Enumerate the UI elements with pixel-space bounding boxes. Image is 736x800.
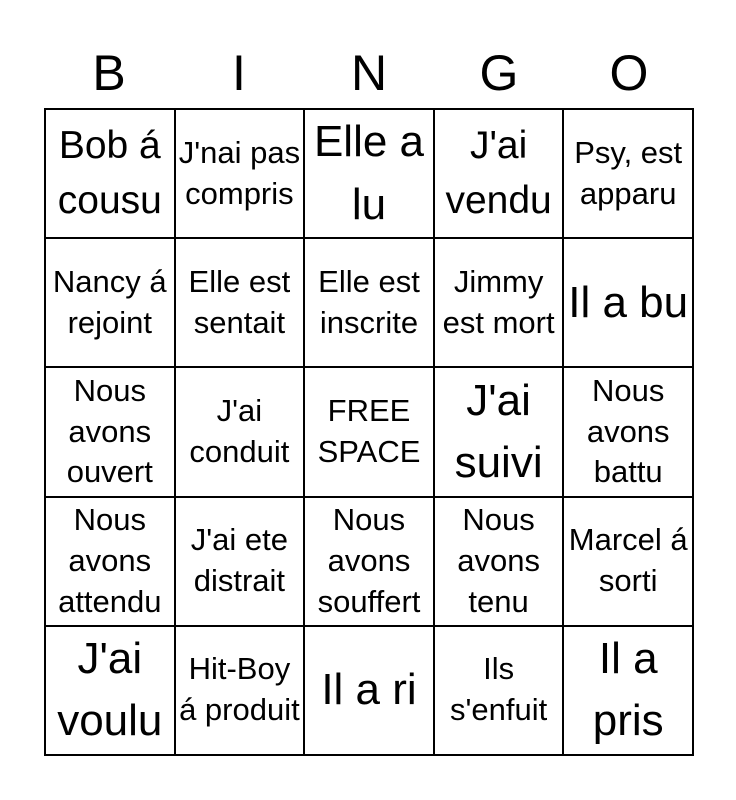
cell-text: Nous avons battu [586, 372, 670, 490]
cell-text: Jimmy est mort [442, 263, 555, 340]
bingo-cell[interactable] [564, 239, 694, 368]
header-letter-o: O [609, 45, 649, 101]
cell-text: J'ai suivi [454, 375, 543, 487]
cell-text: J'ai voulu [57, 633, 163, 746]
bingo-cell[interactable] [435, 110, 565, 239]
bingo-cell[interactable] [305, 498, 435, 627]
cell-text: Elle a lu [313, 117, 425, 229]
bingo-cell[interactable] [176, 368, 306, 497]
cell-text: Il a pris [592, 633, 664, 746]
bingo-cell[interactable] [564, 368, 694, 497]
bingo-cell[interactable] [435, 627, 565, 756]
bingo-cell[interactable] [46, 498, 176, 627]
cell-text: J'ai ete distrait [190, 522, 289, 599]
bingo-cell[interactable] [305, 239, 435, 368]
bingo-cell[interactable] [435, 368, 565, 497]
cell-text: Elle est sentait [188, 263, 291, 340]
bingo-cell[interactable] [176, 498, 306, 627]
bingo-cell[interactable] [46, 627, 176, 756]
bingo-cell[interactable] [564, 627, 694, 756]
bingo-cell[interactable] [564, 498, 694, 627]
cell-text: Marcel á sorti [568, 522, 688, 599]
bingo-cell[interactable] [435, 239, 565, 368]
cell-text: J'ai vendu [445, 124, 552, 222]
cell-text: Il a bu [568, 277, 689, 327]
cell-text: Elle est inscrite [318, 263, 420, 340]
cell-text: FREE SPACE [317, 393, 421, 469]
bingo-cell[interactable] [176, 110, 306, 239]
cell-text: Nous avons tenu [457, 501, 540, 619]
bingo-cell[interactable] [305, 110, 435, 239]
cell-text: Hit-Boy á produit [179, 651, 300, 728]
bingo-cell[interactable] [435, 498, 565, 627]
header-letter-n: N [350, 45, 388, 101]
cell-text: Il a ri [321, 665, 417, 715]
header-letter-g: G [479, 45, 519, 101]
cell-text: Nancy á rejoint [52, 263, 167, 340]
cell-text: Psy, est apparu [574, 134, 683, 211]
cell-text: Nous avons ouvert [66, 372, 153, 490]
bingo-cell[interactable] [46, 110, 176, 239]
cell-text: Nous avons souffert [317, 501, 421, 619]
cell-text: Nous avons attendu [58, 501, 162, 619]
bingo-cell-free-space[interactable] [305, 368, 435, 497]
cell-text: Bob á cousu [57, 124, 162, 222]
bingo-board [44, 108, 694, 756]
cell-text: Ils s'enfuit [449, 651, 548, 728]
bingo-cell[interactable] [176, 239, 306, 368]
cell-text: J'ai conduit [189, 393, 290, 469]
bingo-cell[interactable] [46, 239, 176, 368]
bingo-cell[interactable] [564, 110, 694, 239]
bingo-cell[interactable] [176, 627, 306, 756]
bingo-cell[interactable] [46, 368, 176, 497]
bingo-cell[interactable] [305, 627, 435, 756]
cell-text: J'nai pas compris [178, 134, 301, 211]
header-letter-i: I [232, 45, 246, 101]
header-letter-b: B [92, 45, 126, 101]
bingo-header [44, 40, 694, 106]
